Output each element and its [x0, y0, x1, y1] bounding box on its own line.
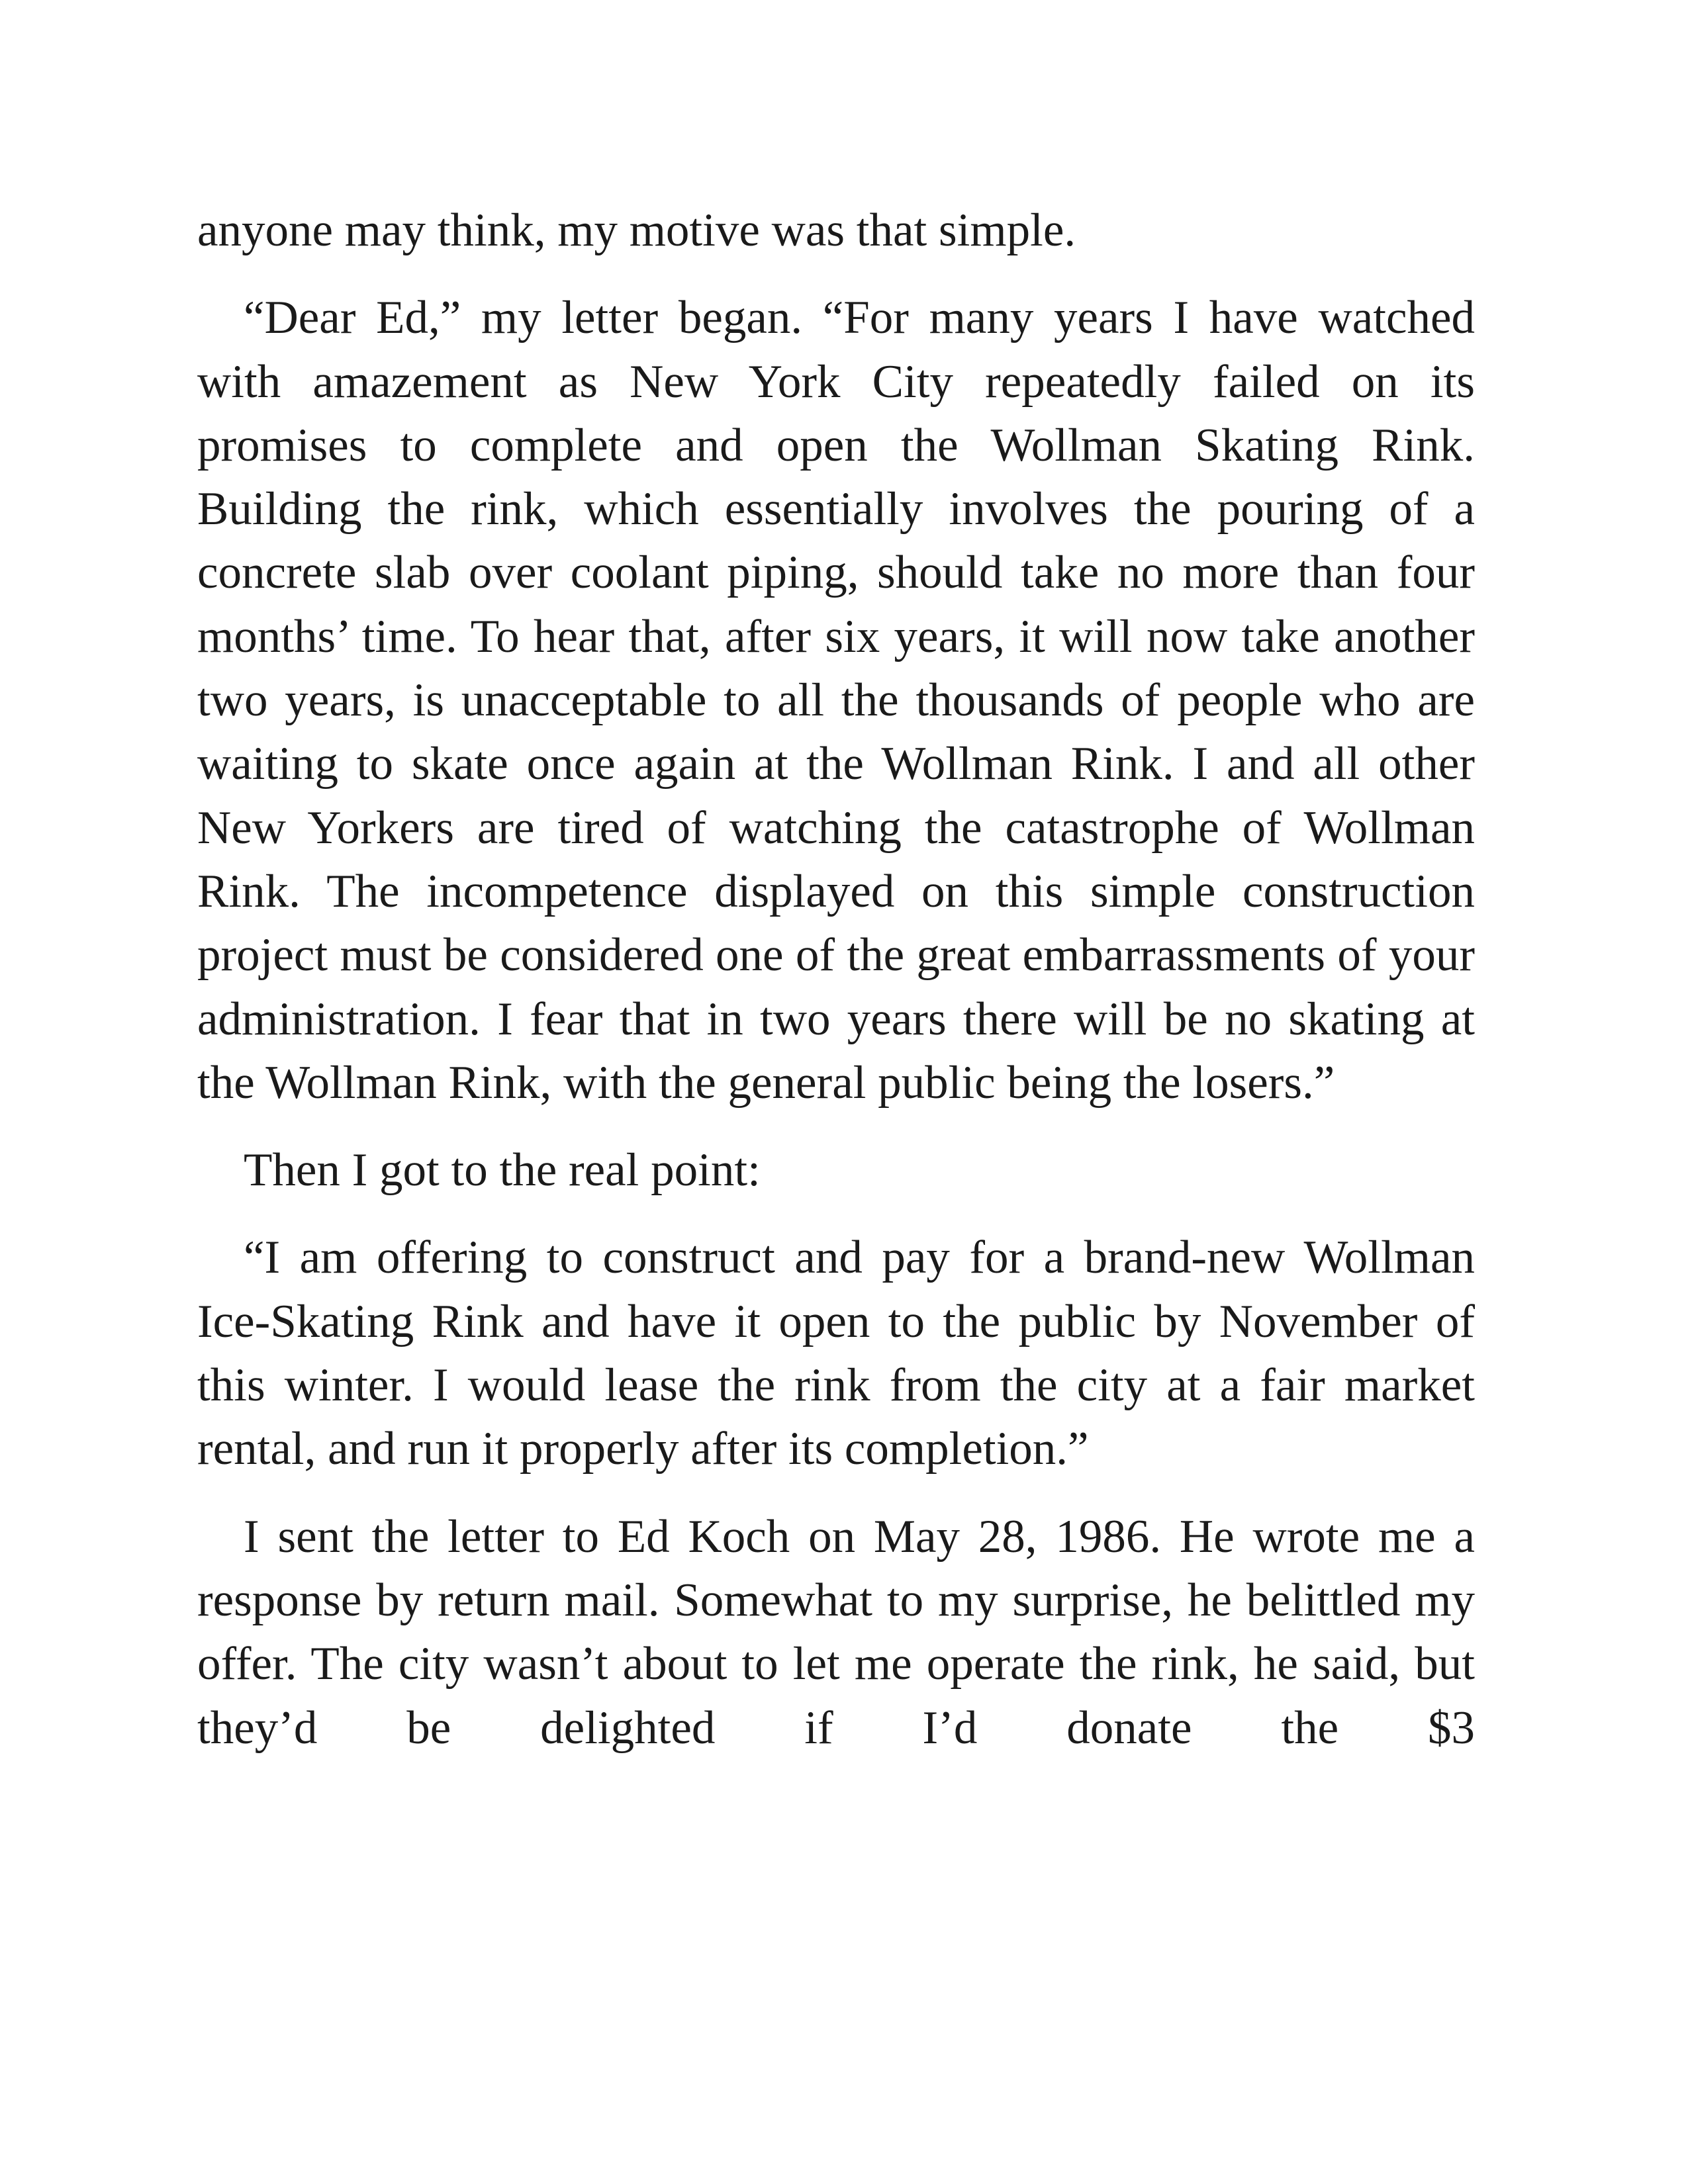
paragraph-4: “I am offering to construct and pay for a brand-new Wollman Ice-Skating Rink and have it open to the public by November of this winter. I would lease the rink from the city at a fair market rental, and run it properly after its completion.” — [197, 1232, 1475, 1475]
paragraph-1: anyone may think, my motive was that simple. — [197, 205, 1076, 256]
page-body — [197, 199, 1475, 1760]
paragraph-2: “Dear Ed,” my letter began. “For many years I have watched with amazement as New York City repeatedly failed on its promises to complete and open the Wollman Skating Rink. Building the rink, which essentially involves the pouring of a concrete slab over coolant piping, should take no more than four months’ time. To hear that, after six years, it will now take another two years, is unacceptable to all the thousands of people who are waiting to skate once again at the Wollman Rink. I and all other New Yorkers are tired of watching the catastrophe of Wollman Rink. The incompetence displayed on this simple construction project must be considered one of the great embarrassments of your administration. I fear that in two years there will be no skating at the Wollman Rink, with the general public being the losers.” — [197, 292, 1475, 1109]
paragraph-5: I sent the letter to Ed Koch on May 28, 1986. He wrote me a response by return mail. Somewhat to my surprise, he belittled my offer. The city wasn’t about to let me operate the rink, he said, but they’d be delighted if I’d donate the $3 — [197, 1510, 1475, 1754]
paragraph-3: Then I got to the real point: — [244, 1144, 761, 1197]
